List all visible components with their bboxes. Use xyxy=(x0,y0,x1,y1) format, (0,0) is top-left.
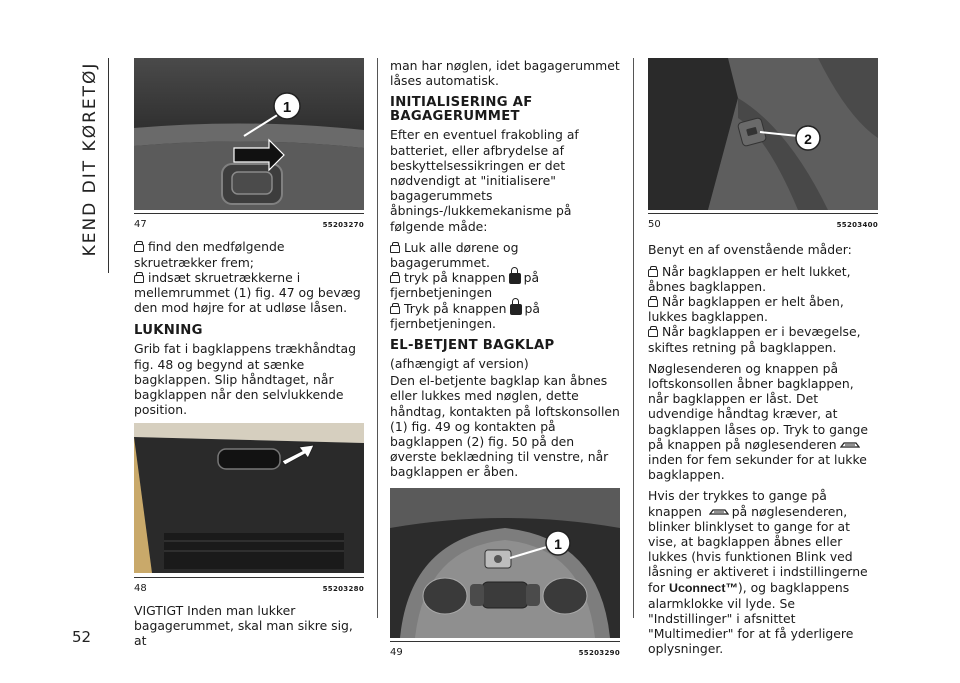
figure-50-caption xyxy=(648,217,878,233)
trunk-latch-photo xyxy=(134,58,364,210)
figure-code: 55203280 xyxy=(322,584,364,593)
callout-1-label: 1 xyxy=(554,535,562,552)
paragraph: Efter en eventuel frakobling af batteriet, eller afbrydelse af beskyttelsessikringen er det nødvendigt at "initialisere" bagagerummets åbnings-/lukkemekanisme på følgende måde: xyxy=(390,127,579,234)
car-bullet-icon xyxy=(390,245,400,253)
bullet-item: Når bagklappen er helt lukket, åbnes bagklappen. xyxy=(648,263,851,294)
car-bullet-icon xyxy=(648,269,658,277)
figure-code: 55203290 xyxy=(578,648,620,657)
column-3 xyxy=(648,58,878,663)
car-bullet-icon xyxy=(390,306,400,314)
paragraph: Den el-betjente bagklap kan åbnes eller lukkes med nøglen, dette håndtag, kontakten på loftskonsollen (1) fig. 49 og kontakten på bagklappen (2) fig. 50 på den øverste beklædning til venstre, når bagklappen er åben. xyxy=(390,373,620,480)
section-rule xyxy=(108,58,109,273)
tailgate-key-icon xyxy=(840,441,860,449)
heading-initialisering: INITIALISERING AF BAGAGERUMMET xyxy=(390,95,533,125)
callout-1-label: 1 xyxy=(282,99,292,116)
figure-code: 55203400 xyxy=(836,221,878,230)
paragraph: (afhængigt af version) xyxy=(390,356,529,372)
paragraph: Grib fat i bagklappens trækhåndtag fig. 48 og begynd at sænke bagklappen. Slip håndtaget, når bagklappen når den selvlukkende position. xyxy=(134,341,356,418)
section-title-text: KEND DIT KØRETØJ xyxy=(80,61,100,257)
figure-48 xyxy=(134,423,364,577)
lock-icon xyxy=(509,273,521,284)
bullet-item: tryk på knappen på fjernbetjeningen xyxy=(390,270,540,301)
car-bullet-icon xyxy=(134,275,144,283)
bullet-item: indsæt skruetrækkerne i mellemrummet (1) fig. 47 og bevæg den mod højre for at udløse låsen. xyxy=(134,269,361,316)
bullet-item: Luk alle dørene og bagagerummet. xyxy=(390,239,519,271)
figure-number: 49 xyxy=(390,646,403,658)
overhead-console-photo xyxy=(390,488,620,638)
figure-number: 47 xyxy=(134,219,147,231)
figure-number: 50 xyxy=(648,219,661,231)
heading-el-betjent: EL-BETJENT BAGKLAP xyxy=(390,338,555,354)
section-title xyxy=(60,44,120,274)
paragraph: Hvis der trykkes to gange på knappen på nøglesenderen, blinker blinklyset to gange for at vise, at bagklappen åbnes eller lukkes (hvis funktionen Blink ved låsning er aktiveret i indstillingerne for Uconnect™), og bagklappens alarmklokke vil lyde. Se "Indstillinger" i afsnittet "Multimedier" for at få yderligere oplysninger. xyxy=(648,488,868,657)
tailgate-key-icon xyxy=(709,508,729,516)
column-1 xyxy=(134,58,364,654)
car-bullet-icon xyxy=(648,329,658,337)
figure-49 xyxy=(390,488,620,642)
bullet-item: Tryk på knappen på fjernbetjeningen. xyxy=(390,300,540,331)
figure-code: 55203270 xyxy=(322,221,364,230)
column-2 xyxy=(390,58,620,661)
figure-47-caption xyxy=(134,217,364,233)
uconnect-brand: Uconnect™ xyxy=(669,580,738,595)
car-bullet-icon xyxy=(648,299,658,307)
figure-50 xyxy=(648,58,878,214)
bullet-item: Når bagklappen er i bevægelse, skiftes retning på bagklappen. xyxy=(648,324,861,355)
page-number: 52 xyxy=(72,628,92,646)
figure-47 xyxy=(134,58,364,214)
figure-48-caption xyxy=(134,581,364,597)
car-bullet-icon xyxy=(134,244,144,252)
heading-lukning: LUKNING xyxy=(134,323,203,339)
bullet-item: find den medfølgende skruetrækker frem; xyxy=(134,239,285,270)
callout-2-label: 2 xyxy=(804,131,812,147)
bullet-item: Når bagklappen er helt åben, lukkes bagklappen. xyxy=(648,294,844,325)
tailgate-handle-photo xyxy=(134,423,364,573)
figure-number: 48 xyxy=(134,582,147,594)
paragraph: Nøglesenderen og knappen på loftskonsollen åbner bagklappen, når bagklappen er låst. Det udvendige håndtag kræver, at bagklappen låses op. Tryk to gange på knappen på nøglesendereninden for fem sekunder for at lukke bagklappen. xyxy=(648,360,868,483)
unlock-icon xyxy=(510,304,522,315)
figure-49-caption xyxy=(390,645,620,661)
car-bullet-icon xyxy=(390,275,400,283)
paragraph: man har nøglen, idet bagagerummet låses automatisk. xyxy=(390,58,620,89)
column-divider xyxy=(633,58,634,618)
paragraph: VIGTIGT Inden man lukker bagagerummet, skal man sikre sig, at xyxy=(134,602,353,649)
tailgate-switch-photo xyxy=(648,58,878,210)
paragraph: Benyt en af ovenstående måder: xyxy=(648,242,852,258)
column-divider xyxy=(377,58,378,618)
